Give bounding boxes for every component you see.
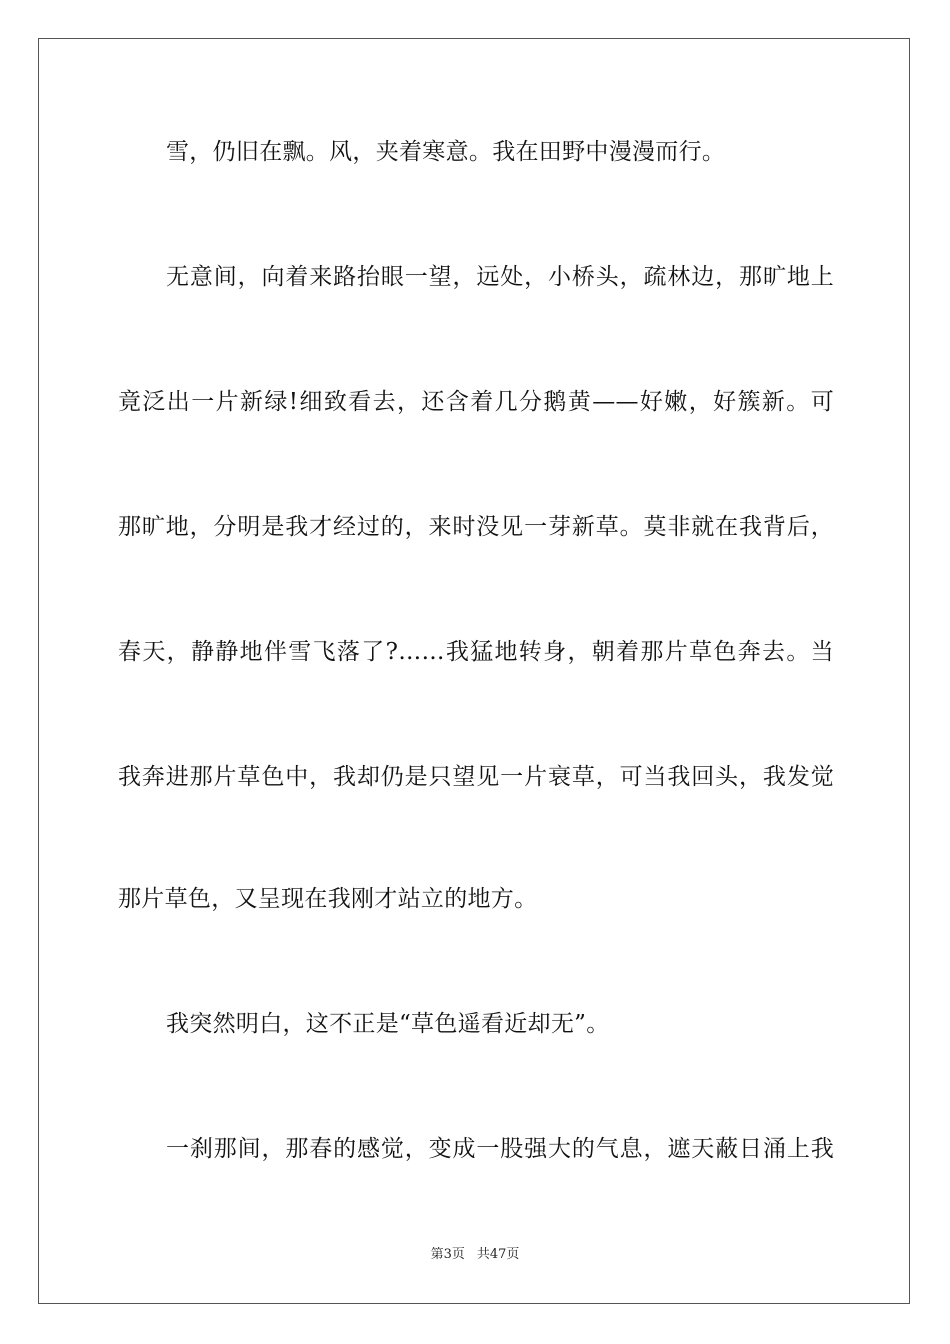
text-line-7: 那片草色，又呈现在我刚才站立的地方。	[118, 886, 538, 912]
text-line-2: 无意间，向着来路抬眼一望，远处，小桥头，疏林边，那旷地上	[166, 264, 834, 290]
page-total: 共47页	[476, 1247, 520, 1262]
page-footer	[0, 1246, 950, 1264]
text-line-5: 春天，静静地伴雪飞落了?……我猛地转身，朝着那片草色奔去。当	[118, 639, 834, 665]
text-line-8: 我突然明白，这不正是“草色遥看近却无”。	[166, 1011, 610, 1037]
text-line-9: 一刹那间，那春的感觉，变成一股强大的气息，遮天蔽日涌上我	[166, 1136, 834, 1162]
text-line-6: 我奔进那片草色中，我却仍是只望见一片衰草，可当我回头，我发觉	[118, 764, 834, 790]
page-number: 第3页	[430, 1247, 465, 1262]
text-line-1: 雪，仍旧在飘。风，夹着寒意。我在田野中漫漫而行。	[166, 139, 726, 165]
text-line-4: 那旷地，分明是我才经过的，来时没见一芽新草。莫非就在我背后，	[118, 514, 834, 540]
text-line-3: 竟泛出一片新绿!细致看去，还含着几分鹅黄——好嫩，好簇新。可	[118, 389, 834, 415]
page-border	[38, 38, 910, 1304]
